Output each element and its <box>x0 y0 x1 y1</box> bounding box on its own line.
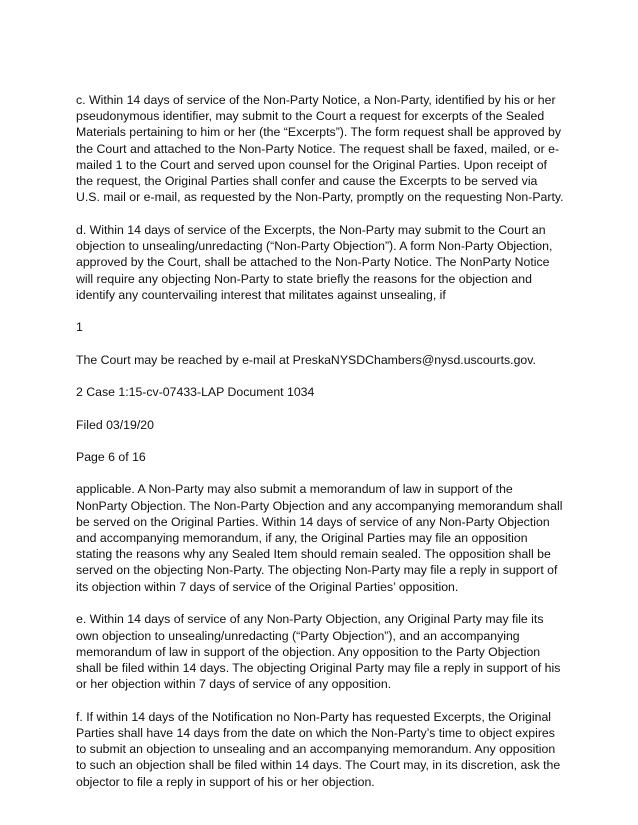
page-number: Page 6 of 16 <box>76 450 146 464</box>
footnote-text: The Court may be reached by e-mail at PreskaNYSDChambers@nysd.uscourts.gov. <box>76 352 536 367</box>
footnote-marker: 1 <box>76 320 83 335</box>
case-header: 2 Case 1:15-cv-07433-LAP Document 1034 <box>76 385 315 400</box>
document-page <box>76 92 564 806</box>
filed-date: Filed 03/19/20 <box>76 417 154 432</box>
paragraph-continued: applicable. A Non-Party may also submit a memorandum of law in support of the NonParty Objection. The Non-Party Objection and any accompanying memorandum shall be served on the Original Parties. Within 14 days of service of any Non-Party Objection and accompanying memorandum, if any, the Original Parties may file an opposition stating the reasons why any Sealed Item should remain sealed. The opposition shall be served on the objecting Non-Party. The objecting Non-Party may file a reply in support of its objection within 7 days of service of the Original Parties’ opposition. <box>76 482 563 594</box>
paragraph-f: f. If within 14 days of the Notification no Non-Party has requested Excerpts, the Original Parties shall have 14 days from the date on which the Non-Party’s time to object expires to submit an objection to unsealing and an accompanying memorandum. Any opposition to such an objection shall be filed within 14 days. The Court may, in its discretion, ask the objector to file a reply in support of his or her objection. <box>76 709 561 789</box>
paragraph-c: c. Within 14 days of service of the Non-Party Notice, a Non-Party, identified by his or her pseudonymous identifier, may submit to the Court a request for excerpts of the Sealed Materials pertaining to him or her (the “Excerpts”). The form request shall be approved by the Court and attached to the Non-Party Notice. The request shall be faxed, mailed, or e-mailed 1 to the Court and served upon counsel for the Original Parties. Upon receipt of the request, the Original Parties shall confer and cause the Excerpts to be served via U.S. mail or e-mail, as requested by the Non-Party, promptly on the requesting Non-Party. <box>76 93 564 205</box>
paragraph-e: e. Within 14 days of service of any Non-Party Objection, any Original Party may file its own objection to unsealing/unredacting (“Party Objection”), and an accompanying memorandum of law in support of the objection. Any opposition to the Party Objection shall be filed within 14 days. The objecting Original Party may file a reply in support of his or her objection within 7 days of service of any opposition. <box>76 612 561 692</box>
paragraph-d: d. Within 14 days of service of the Excerpts, the Non-Party may submit to the Court an objection to unsealing/unredacting (“Non-Party Objection”). A form Non-Party Objection, approved by the Court, shall be attached to the Non-Party Notice. The NonParty Notice will require any objecting Non-Party to state briefly the reasons for the objection and identify any countervailing interest that militates against unsealing, if <box>76 222 553 302</box>
